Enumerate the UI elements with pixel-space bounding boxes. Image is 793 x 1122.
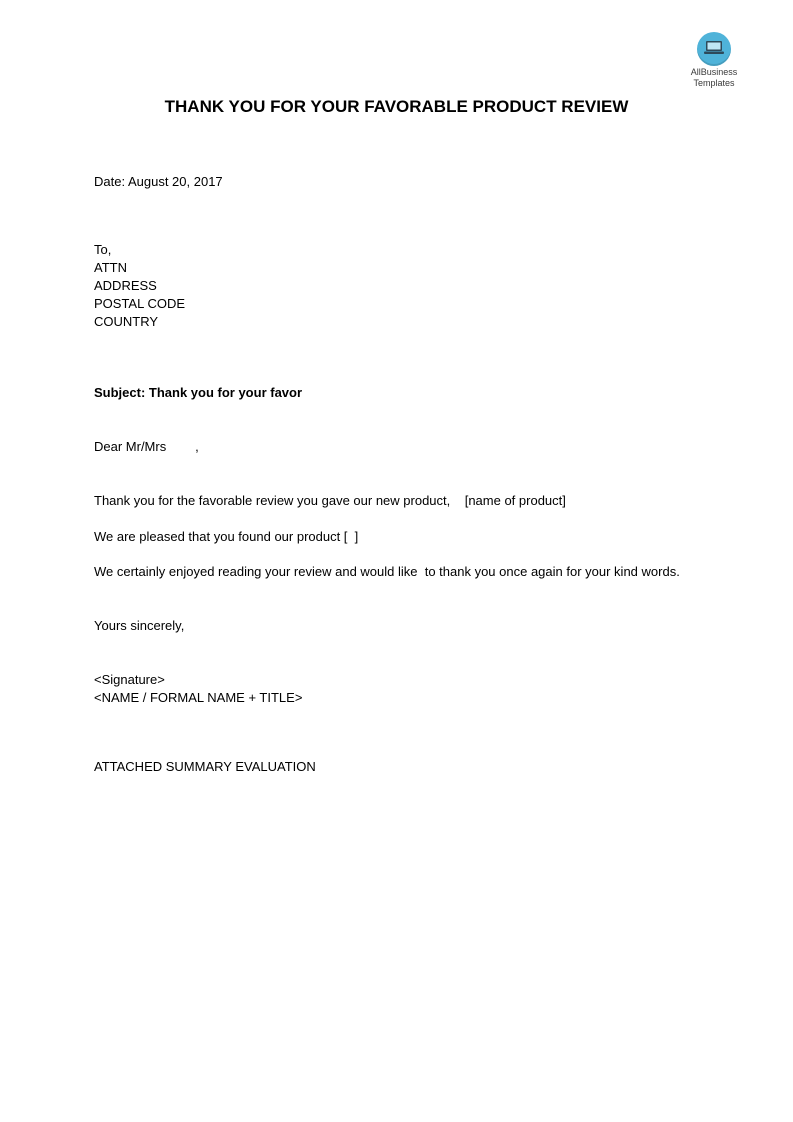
letter-date: Date: August 20, 2017 (94, 174, 223, 189)
logo-text-line1: AllBusiness (690, 67, 738, 77)
attachment-note: ATTACHED SUMMARY EVALUATION (94, 759, 316, 774)
body-paragraph-2: We are pleased that you found our product [ ] (94, 529, 359, 544)
laptop-icon (697, 32, 731, 66)
recipient-attn: ATTN (94, 260, 127, 275)
recipient-address: ADDRESS (94, 278, 157, 293)
signature-placeholder: <Signature> (94, 672, 165, 687)
page-title: THANK YOU FOR YOUR FAVORABLE PRODUCT REVIEW (164, 97, 629, 116)
body-paragraph-3: We certainly enjoyed reading your review and would like to thank you once again for your kind words. (94, 564, 680, 579)
recipient-country: COUNTRY (94, 314, 159, 329)
recipient-to: To, (94, 242, 112, 257)
name-title-placeholder: <NAME / FORMAL NAME + TITLE> (94, 690, 303, 705)
recipient-postal-code: POSTAL CODE (94, 296, 186, 311)
letter-closing: Yours sincerely, (94, 618, 185, 633)
allbusiness-logo (683, 32, 745, 88)
logo-text-line2: Templates (693, 78, 735, 88)
letter-subject: Subject: Thank you for your favor (94, 385, 303, 400)
letter-salutation: Dear Mr/Mrs , (94, 439, 199, 454)
body-paragraph-1: Thank you for the favorable review you gave our new product, [name of product] (94, 493, 566, 508)
